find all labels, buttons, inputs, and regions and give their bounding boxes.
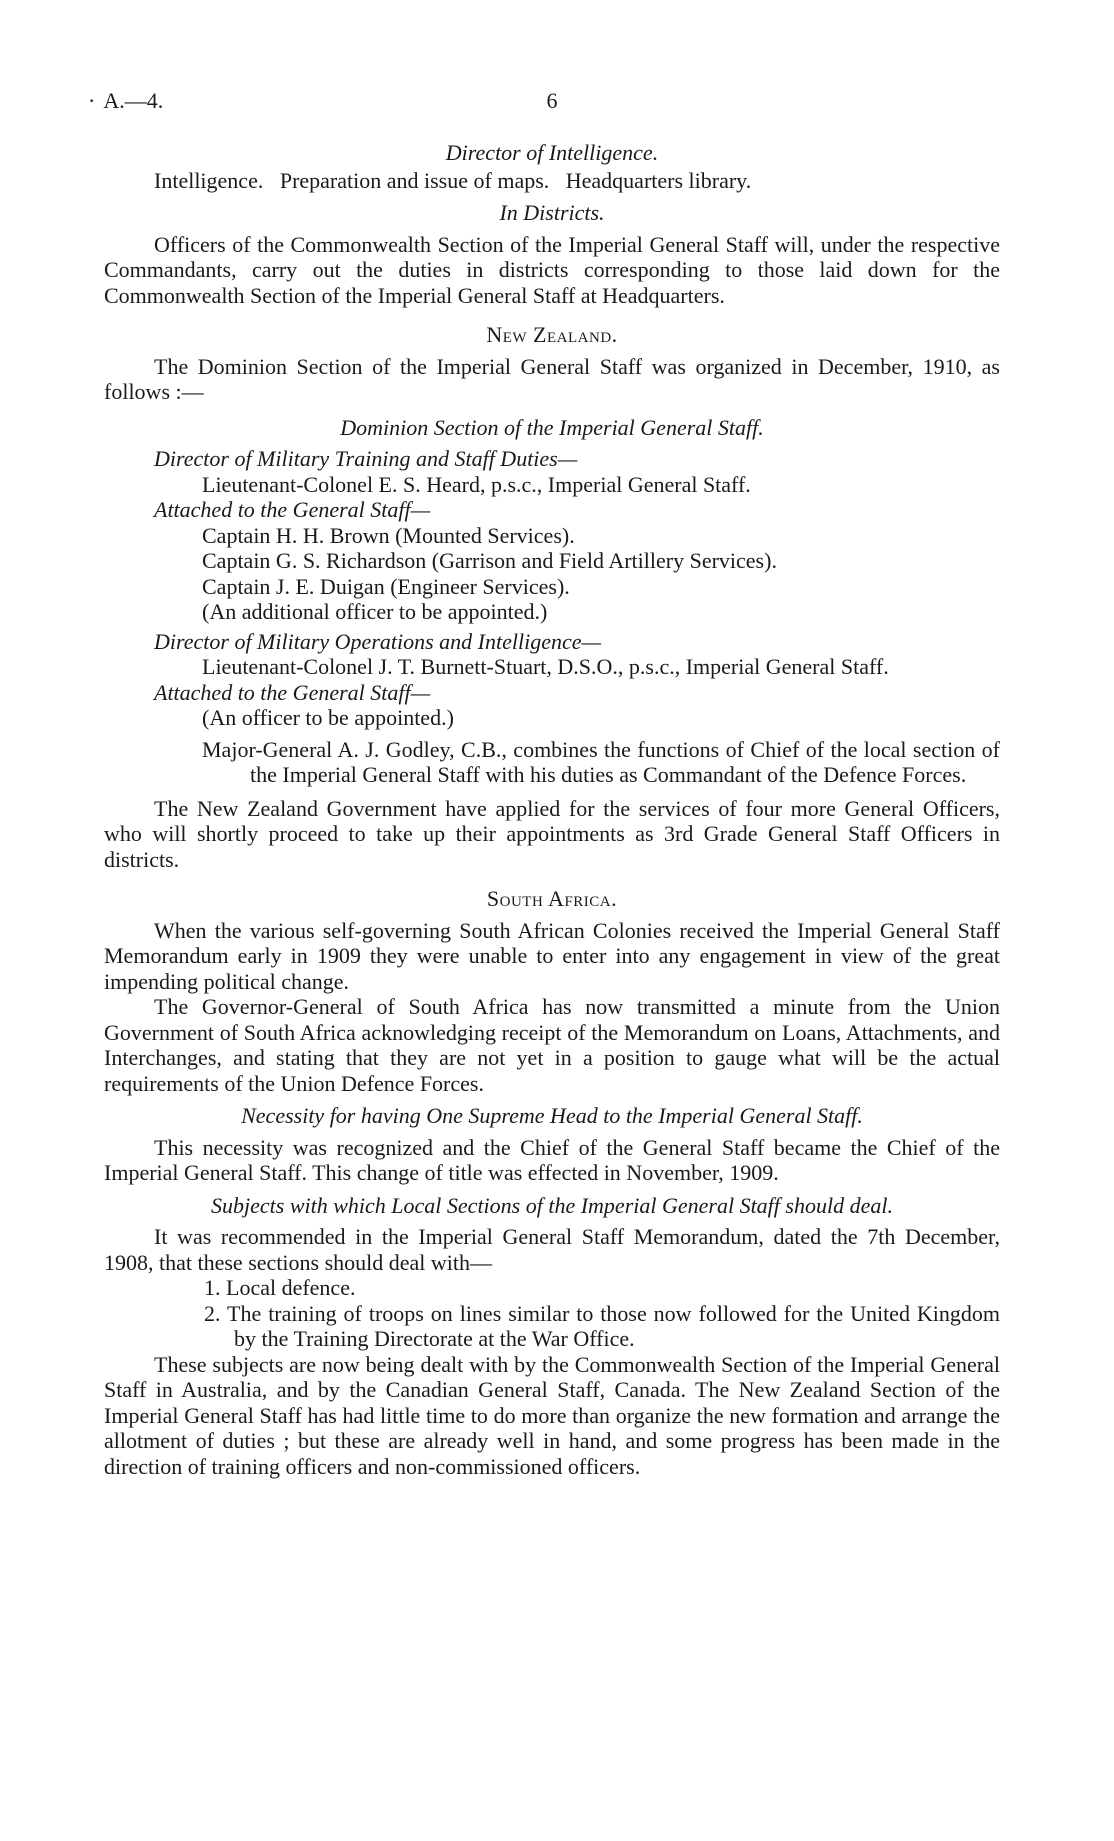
attached-officer: Captain H. H. Brown (Mounted Services).: [202, 522, 575, 548]
list-item: 2. The training of troops on lines similar to those now followed for the United Kingdom by the Training Directorate at the War Office.: [204, 1300, 1000, 1351]
reference-code: A.—4.: [103, 88, 164, 113]
dmt-title: Director of Military Training and Staff Duties—: [154, 446, 578, 471]
districts-paragraph: Officers of the Commonwealth Section of the Imperial General Staff will, under the respective Commandants, carry out the duties in districts corresponding to those laid down for the Commonwealth Section of the Imperial General Staff at Headquarters.: [104, 231, 1000, 308]
dmo-name: Lieutenant-Colonel J. T. Burnett-Stuart, D.S.O., p.s.c., Imperial General Staff.: [202, 654, 889, 679]
attached-officer: Captain G. S. Richardson (Garrison and Field Artillery Services).: [202, 548, 777, 573]
godley-paragraph: Major-General A. J. Godley, C.B., combines the functions of Chief of the local section of the Imperial General Staff with his duties as Commandant of the Defence Forces.: [202, 736, 1000, 787]
dmo-title: Director of Military Operations and Intelligence—: [154, 628, 602, 654]
attached-title-2: Attached to the General Staff—: [154, 679, 431, 705]
section-heading-intelligence: Director of Intelligence.: [445, 140, 659, 165]
section-heading-south-africa: South Africa.: [486, 886, 618, 911]
sa-paragraph-1: When the various self-governing South African Colonies received the Imperial General Staff Memorandum early in 1909 they were unable to enter into any engagement in view of the great impending political change.: [104, 917, 1000, 994]
list-item: 1. Local defence.: [204, 1275, 356, 1300]
attached-title-1: Attached to the General Staff—: [154, 497, 431, 522]
section-heading-subjects: Subjects with which Local Sections of the Imperial General Staff should deal.: [211, 1192, 893, 1218]
subjects-closing: These subjects are now being dealt with by the Commonwealth Section of the Imperial General Staff in Australia, and by the Canadian General Staff, Canada. The New Zealand Section of the Imperial General Staff has had little time to do more than organize the new formation and arrange the allotment of duties ; but these are already well in hand, and some progress has been made in the direction of training officers and non-commissioned officers.: [104, 1351, 1000, 1479]
section-heading-districts: In Districts.: [499, 200, 605, 225]
sa-paragraph-2: The Governor-General of South Africa has now transmitted a minute from the Union Government of South Africa acknowledging receipt of the Memorandum on Loans, Attachments, and Interchanges, and stating that they are not yet in a position to gauge what will be the actual requirements of the Union Defence Forces.: [104, 994, 1000, 1096]
page-number: 6: [546, 88, 558, 113]
section-heading-new-zealand: New Zealand.: [486, 322, 618, 347]
subjects-intro: It was recommended in the Imperial General Staff Memorandum, dated the 7th December, 1908, that these sections should deal with—: [104, 1224, 1000, 1275]
nz-subheading: Dominion Section of the Imperial General Staff.: [340, 414, 764, 440]
attached-officer: (An additional officer to be appointed.): [202, 599, 548, 624]
dmt-name: Lieutenant-Colonel E. S. Heard, p.s.c., Imperial General Staff.: [202, 471, 751, 497]
header-mark: ·: [88, 88, 96, 113]
necessity-paragraph: This necessity was recognized and the Chief of the General Staff became the Chief of the Imperial General Staff. This change of title was effected in November, 1909.: [104, 1134, 1000, 1185]
page-body: [104, 140, 1000, 1479]
page-header: [0, 88, 1114, 118]
nz-closing: The New Zealand Government have applied for the services of four more General Officers, who will shortly proceed to take up their appointments as 3rd Grade General Staff Officers in districts.: [104, 795, 1000, 872]
intelligence-duties: Intelligence. Preparation and issue of maps. Headquarters library.: [154, 167, 752, 193]
section-heading-necessity: Necessity for having One Supreme Head to the Imperial General Staff.: [241, 1103, 863, 1128]
nz-intro: The Dominion Section of the Imperial General Staff was organized in December, 1910, as follows :—: [104, 353, 1000, 404]
attached-officer: Captain J. E. Duigan (Engineer Services).: [202, 573, 570, 599]
attached-officer: (An officer to be appointed.): [202, 705, 454, 730]
